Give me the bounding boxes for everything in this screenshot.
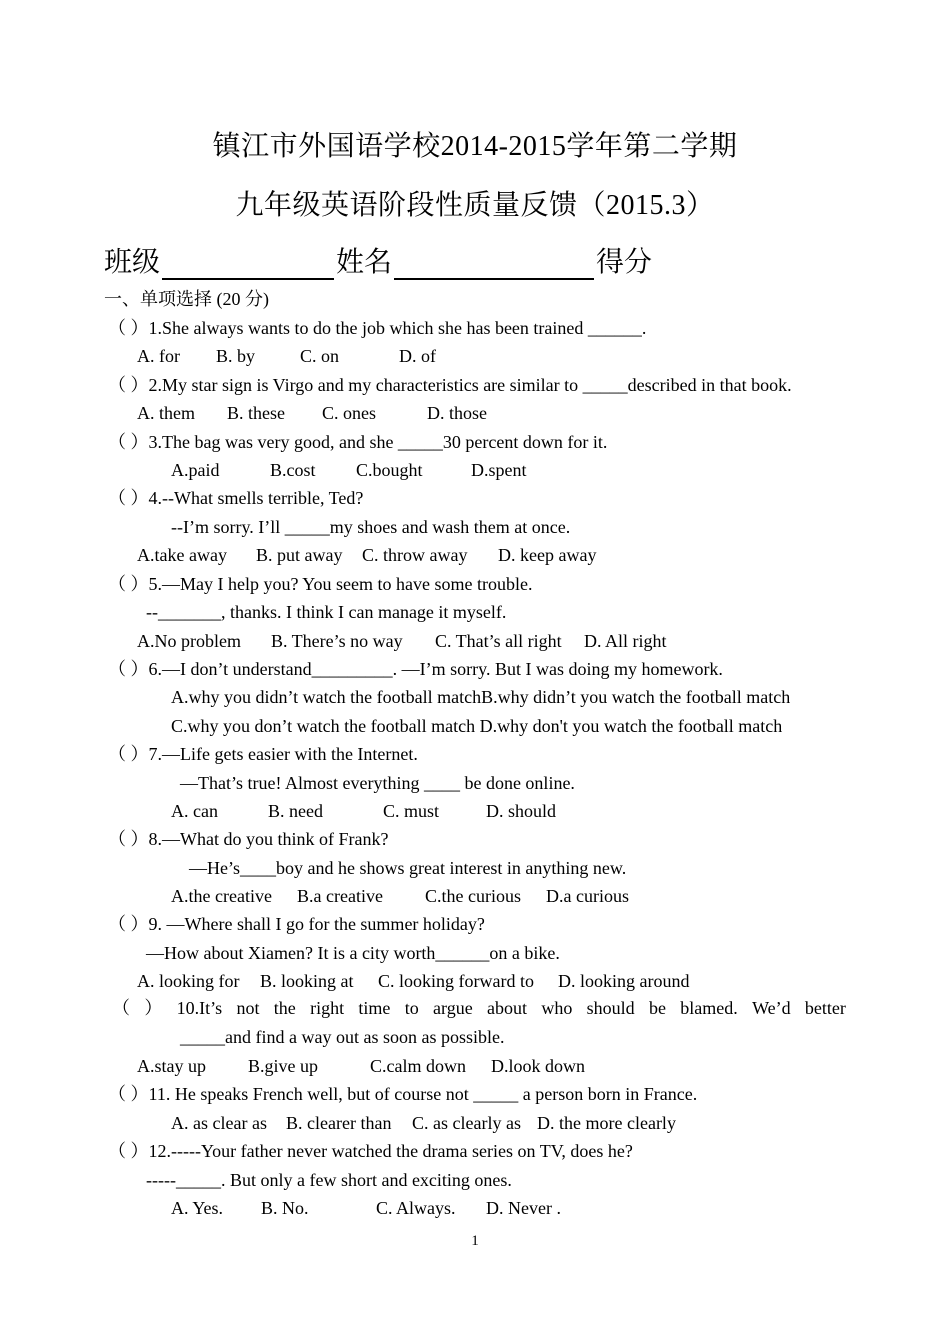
question-6-options-ab: A.why you didn’t watch the football matchB.why didn’t you watch the football match	[171, 687, 791, 707]
question-7-options	[171, 800, 556, 822]
option-d: D. keep away	[498, 545, 597, 565]
option-c: C. throw away	[362, 545, 468, 565]
option-a: A.take away	[137, 545, 227, 565]
word: time	[358, 998, 391, 1018]
option-a: A. as clear as	[171, 1113, 267, 1133]
option-d: D. the more clearly	[537, 1113, 676, 1133]
word: about	[487, 998, 528, 1018]
question-9-line2: —How about Xiamen? It is a city worth______on a bike.	[146, 943, 560, 963]
option-a: A.stay up	[137, 1056, 206, 1076]
option-b: B. put away	[256, 545, 343, 565]
option-c: C.bought	[356, 460, 423, 480]
question-8	[108, 828, 388, 850]
question-10-line2: _____and find a way out as soon as possible.	[180, 1027, 505, 1047]
option-c: C. ones	[322, 403, 376, 423]
question-11-options	[171, 1112, 676, 1134]
answer-paren: （ ）	[108, 1141, 149, 1161]
option-c: C. That’s all right	[435, 631, 562, 651]
option-a: A. for	[137, 346, 180, 366]
option-a: A. them	[137, 403, 195, 423]
question-stem: 5.—May I help you? You seem to have some trouble.	[148, 574, 533, 594]
question-stem: 8.—What do you think of Frank?	[148, 829, 389, 849]
answer-paren: （ ）	[108, 375, 149, 395]
option-a: A. can	[171, 801, 218, 821]
answer-paren: （ ）	[108, 914, 149, 934]
option-d: D. those	[427, 403, 487, 423]
option-c: C.the curious	[425, 886, 521, 906]
question-stem: 12.-----Your father never watched the drama series on TV, does he?	[148, 1141, 633, 1161]
option-b: B. clearer than	[286, 1113, 392, 1133]
option-b: B.give up	[248, 1056, 318, 1076]
answer-paren: （ ）	[108, 574, 149, 594]
option-b: B. need	[268, 801, 323, 821]
word: blamed.	[680, 998, 738, 1018]
option-c: C. must	[383, 801, 440, 821]
answer-paren: （ ）	[108, 488, 149, 508]
option-d: D.a curious	[546, 886, 629, 906]
question-5-line2: --_______, thanks. I think I can manage it myself.	[146, 602, 507, 622]
option-b: B.a creative	[297, 886, 383, 906]
option-d: D. looking around	[558, 971, 690, 991]
option-a: A.No problem	[137, 631, 241, 651]
word: to	[404, 998, 419, 1018]
option-b: B. There’s no way	[271, 631, 403, 651]
exam-title-line2: 九年级英语阶段性质量反馈（2015.3）	[235, 190, 715, 221]
question-4-options	[137, 544, 596, 566]
section-heading: 一、单项选择 (20 分)	[104, 289, 269, 309]
option-a: A. Yes.	[171, 1198, 224, 1218]
question-2	[108, 374, 792, 396]
class-label: 班级	[104, 247, 161, 278]
option-b: B. No.	[261, 1198, 309, 1218]
question-stem: 7.—Life gets easier with the Internet.	[148, 744, 418, 764]
question-stem: 6.—I don’t understand_________. —I’m sorry. But I was doing my homework.	[148, 659, 723, 679]
word: who	[541, 998, 573, 1018]
option-c: C. looking forward to	[378, 971, 534, 991]
question-12	[108, 1140, 633, 1162]
question-stem: 4.--What smells terrible, Ted?	[148, 488, 364, 508]
answer-paren: （ ）	[108, 1084, 149, 1104]
paren-close: ）	[144, 998, 163, 1018]
option-c: C. as clearly as	[412, 1113, 521, 1133]
score-label: 得分	[596, 247, 653, 278]
question-12-line2: -----_____. But only a few short and exciting ones.	[146, 1170, 512, 1190]
question-10	[112, 997, 846, 1019]
question-stem: 3.The bag was very good, and she _____30 percent down for it.	[148, 432, 608, 452]
question-5	[108, 573, 532, 595]
question-7	[108, 743, 418, 765]
question-12-options	[171, 1197, 561, 1219]
option-b: B. these	[227, 403, 285, 423]
answer-paren: （ ）	[108, 318, 149, 338]
option-d: D. should	[486, 801, 557, 821]
question-9-options	[137, 970, 689, 992]
question-stem: 9. —Where shall I go for the summer holiday?	[148, 914, 485, 934]
option-d: D. Never .	[486, 1198, 561, 1218]
question-3	[108, 431, 607, 453]
option-b: B.cost	[270, 460, 316, 480]
answer-paren: （ ）	[108, 744, 149, 764]
word: should	[586, 998, 635, 1018]
question-6	[108, 658, 723, 680]
question-10-options	[137, 1055, 585, 1077]
word: We’d	[752, 998, 791, 1018]
answer-paren: （ ）	[108, 659, 149, 679]
question-11	[108, 1083, 697, 1105]
question-7-line2: —That’s true! Almost everything ____ be done online.	[180, 773, 575, 793]
question-4-line2: --I’m sorry. I’ll _____my shoes and wash them at once.	[171, 517, 571, 537]
question-2-options	[137, 402, 487, 424]
option-c: C. Always.	[376, 1198, 456, 1218]
question-stem: 1.She always wants to do the job which she has been trained ______.	[148, 318, 647, 338]
question-6-options-cd: C.why you don’t watch the football match D.why don't you watch the football match	[171, 716, 783, 736]
question-5-options	[137, 630, 667, 652]
question-8-options	[171, 885, 629, 907]
word: right	[310, 998, 345, 1018]
class-blank	[162, 252, 334, 280]
option-c: C. on	[300, 346, 340, 366]
option-a: A.the creative	[171, 886, 272, 906]
student-info-row	[104, 240, 652, 280]
word: not	[236, 998, 260, 1018]
question-stem: 2.My star sign is Virgo and my characteristics are similar to _____described in that book.	[148, 375, 792, 395]
question-stem: 11. He speaks French well, but of course not _____ a person born in France.	[148, 1084, 698, 1104]
option-a: A. looking for	[137, 971, 240, 991]
question-9	[108, 913, 485, 935]
option-b: B. looking at	[260, 971, 354, 991]
word: be	[648, 998, 666, 1018]
question-4	[108, 487, 363, 509]
paren-open: （	[112, 998, 130, 1018]
option-d: D. of	[399, 346, 436, 366]
question-1	[108, 317, 646, 339]
option-c: C.calm down	[370, 1056, 466, 1076]
name-blank	[394, 252, 594, 280]
page-number: 1	[471, 1233, 479, 1249]
question-3-options	[171, 459, 527, 481]
option-d: D.look down	[491, 1056, 585, 1076]
option-d: D.spent	[471, 460, 527, 480]
word: argue	[433, 998, 473, 1018]
name-label: 姓名	[336, 247, 393, 278]
word: 10.It’s	[176, 998, 223, 1018]
word: the	[273, 998, 296, 1018]
option-d: D. All right	[584, 631, 667, 651]
word: better	[804, 998, 846, 1018]
question-1-options	[137, 345, 436, 367]
question-8-line2: —He’s____boy and he shows great interest in anything new.	[189, 858, 627, 878]
option-b: B. by	[216, 346, 256, 366]
answer-paren: （ ）	[108, 432, 149, 452]
answer-paren: （ ）	[108, 829, 149, 849]
option-a: A.paid	[171, 460, 220, 480]
exam-title-line1: 镇江市外国语学校2014-2015学年第二学期	[212, 131, 738, 162]
